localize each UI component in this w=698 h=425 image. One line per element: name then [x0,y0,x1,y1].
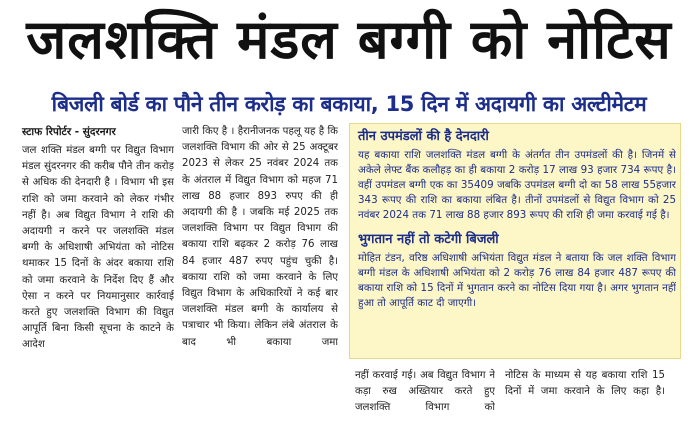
info-box-heading-dues: तीन उपमंडलों की है देनदारी [358,129,489,144]
info-box [349,123,681,359]
article-column-2: जारी किए है । हैरानीजनक पहलू यह है कि जलशक्ति विभाग की ओर से 25 अक्टूबर 2023 से लेकर 25 नवंबर 2024 तक के अंतराल में विद्युत विभाग को महज 71 लाख 88 हजार 893 रुपए की ही अदायगी की है । जबकि मई 2025 तक जलशक्ति विभाग पर विद्युत विभाग की बकाया राशि बढ़कर 2 करोड़ 76 लाख 84 हजार 487 रुपए पहुंच चुकी है। बकाया राशि को जमा करवाने के लिए विद्युत विभाग के अधिकारियों ने कई बार जलशक्ति मंडल बग्गी के कार्यालय से पत्राचार भी किया। लेकिन लंबे अंतराल के बाद भी बकाया जमा [182,126,338,348]
info-box-text-dues: यह बकाया राशि जलशक्ति मंडल बग्गी के अंतर्गत तीन उपमंडलों की है। जिनमें से अकेले लेफ्ट बैंक कलौहड़ का ही बकाया 2 करोड़ 17 लाख 93 हजार 734 रूपए है। वहीं उपमंडल बग्गी एक का 35409 जबकि उपमंडल बग्गी दो का 58 लाख 55हजार 343 रूपए की राशि का बकाया लंबित है। तीनों उपमंडलों से विद्युत विभाग को 25 नवंबर 2024 तक 71 लाख 88 हजार 893 रूपए की राशि ही जमा करवाई गई है। [358,149,676,221]
page-headline: जलशक्ति मंडल बग्गी को नोटिस [26,8,672,71]
info-box-text-power-cut: मोहित टंडन, वरिष्ठ अधिशाषी अभियंता विद्युत मंडल ने बताया कि जल शक्ति विभाग बग्गी मंडल के अधिशाषी अभियंता को 2 करोड़ 76 लाख 84 हजार 487 रूपए की बकाया राशि को 15 दिनों में भुगतान करने का नोटिस दिया गया है। अगर भुगतान नहीं हुआ तो आपूर्ति काट दी जाएगी। [358,252,676,309]
article-column-1: जल शक्ति मंडल बग्गी पर विद्युत विभाग मंडल सुंदरनगर की करीब पौने तीन करोड़ से अधिक की देनदारी है । विभाग भी इस राशि को जमा करवाने को लेकर गंभीर नहीं है। अब विद्युत विभाग ने राशि की अदायगी न करने पर जलशक्ति मंडल बग्गी के अधिशाषी अभियंता को नोटिस थमाकर 15 दिनों के अंदर बकाया राशि को जमा करवाने के निर्देश दिए हैं और ऐसा न करने पर नियमानुसार कार्रवाई करते हुए जलशक्ति विभाग की विद्युत आपूर्ति बिना किसी सूचना के काटने के आदेश [22,145,174,351]
byline: स्टाफ रिपोर्टर - सुंदरनगर [22,126,116,138]
article-column-3: नहीं करवाई गई। अब विद्युत विभाग ने कड़ा रुख अख्तियार करते हुए जलशक्ति विभाग को [355,370,495,414]
info-box-heading-power-cut: भुगतान नहीं तो कटेगी बिजली [358,232,499,247]
page-subheadline: बिजली बोर्ड का पौने तीन करोड़ का बकाया, 15 दिन में अदायगी का अल्टीमेटम [51,92,647,116]
article-column-4: नोटिस के माध्यम से यह बकाया राशि 15 दिनों में जमा करवाने के लिए कहा है। [505,370,665,398]
